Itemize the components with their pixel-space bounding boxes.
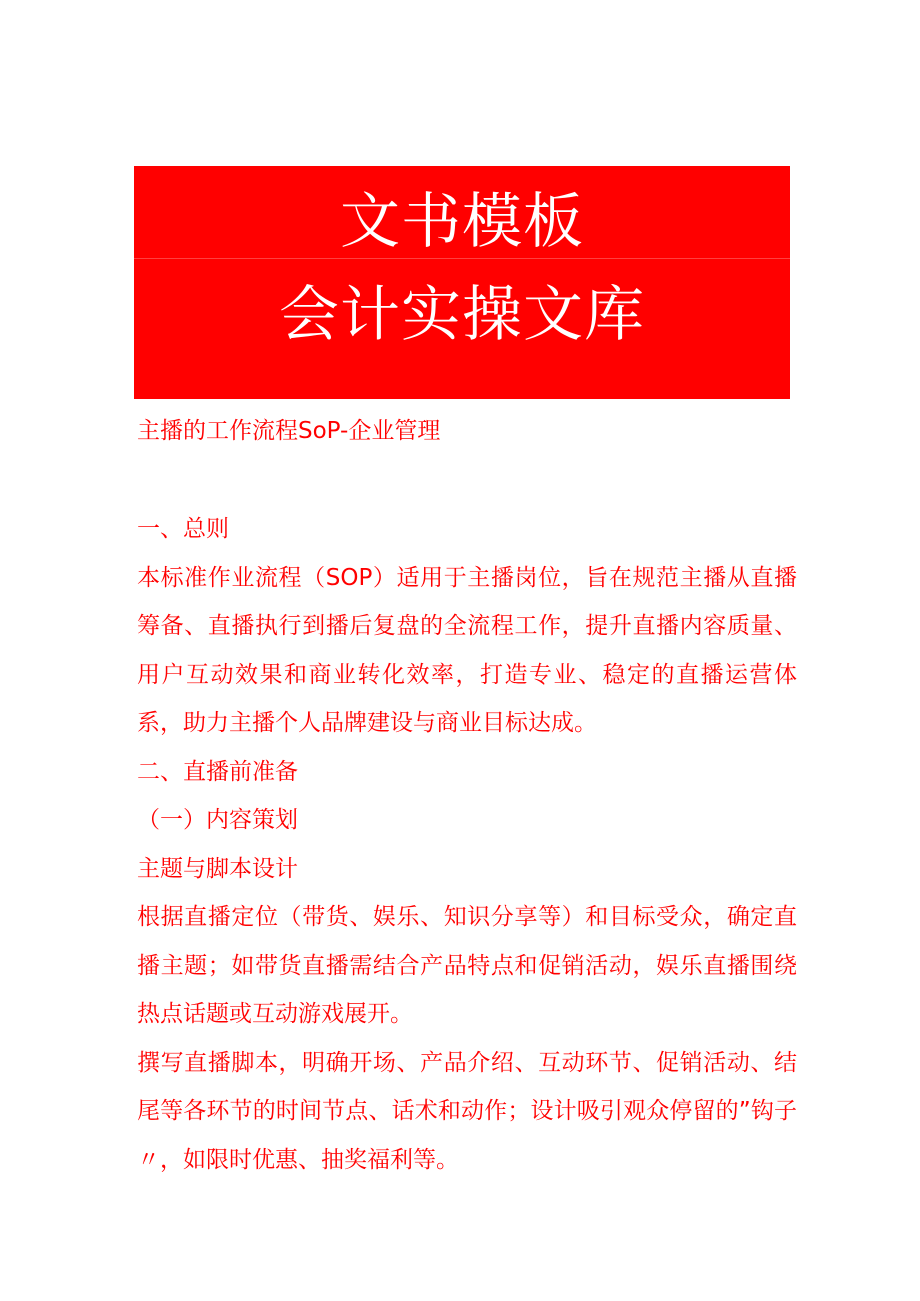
topic-paragraph-1: 根据直播定位（带货、娱乐、知识分享等）和目标受众，确定直播主题；如带货直播需结合产品特点和促销活动，娱乐直播围绕热点话题或互动游戏展开。 [137,904,797,1027]
section-heading-preparation: 二、直播前准备 [137,758,298,785]
banner-divider [134,258,790,259]
banner-title: 文书模板 [340,187,584,257]
document-body [137,505,797,1184]
section-heading-general: 一、总则 [137,516,229,542]
banner-subtitle: 会计实操文库 [279,280,645,350]
topic-paragraph-2: 撰写直播脚本，明确开场、产品介绍、互动环节、促销活动、结尾等各环节的时间节点、话术和动作；设计吸引观众停留的”钩子〃，如限时优惠、抽奖福利等。 [137,1049,797,1173]
section-paragraph-general: 本标准作业流程（SOP）适用于主播岗位，旨在规范主播从直播筹备、直播执行到播后复盘的全流程工作，提升直播内容质量、用户互动效果和商业转化效率，打造专业、稳定的直播运营体系，助力主播个人品牌建设与商业目标达成。 [137,564,797,736]
topic-heading: 主题与脚本设计 [137,855,298,882]
header-banner [134,166,790,399]
document-title: 主播的工作流程SoP-企业管理 [137,418,441,444]
subsection-heading-content-planning: （一）内容策划 [137,807,298,833]
